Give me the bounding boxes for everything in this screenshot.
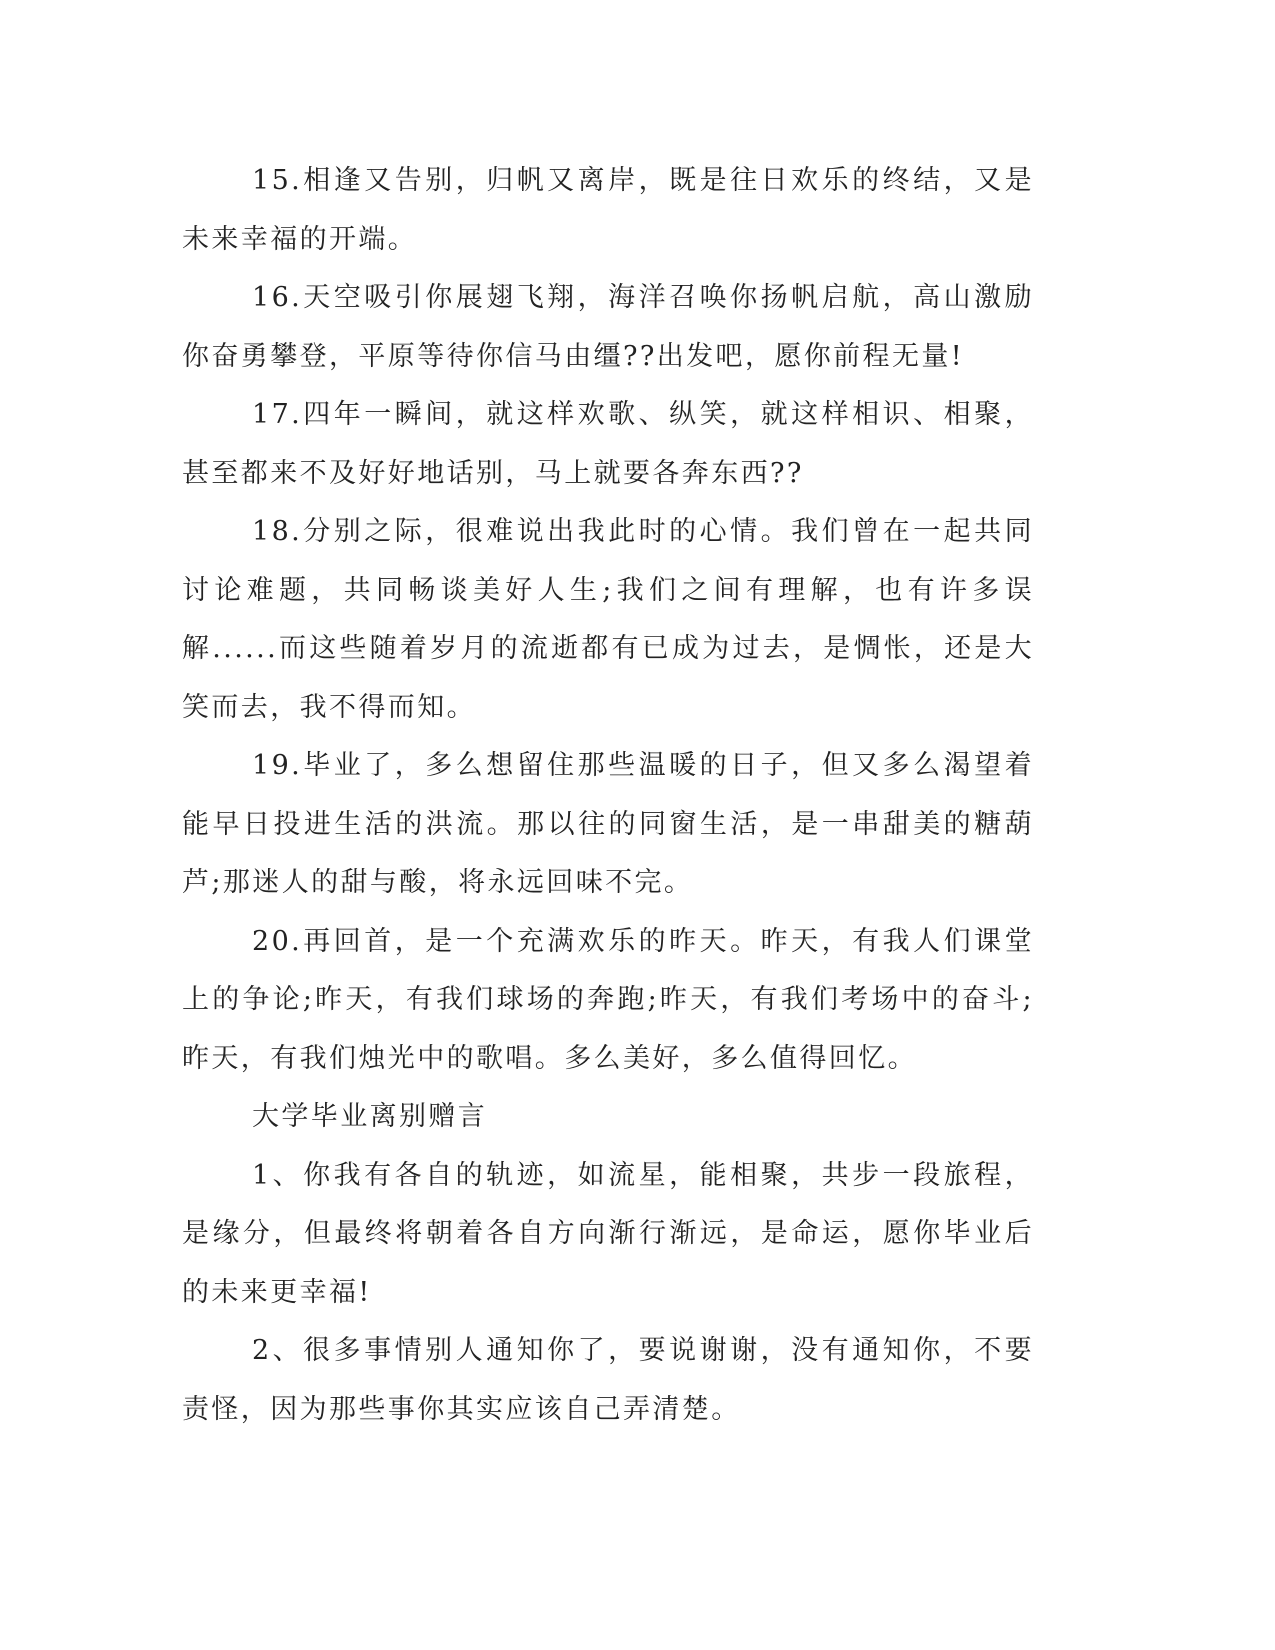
paragraph-15: 15.相逢又告别，归帆又离岸，既是往日欢乐的终结，又是未来幸福的开端。 — [182, 165, 1034, 255]
document-body — [182, 152, 1034, 1439]
paragraph-19: 19.毕业了，多么想留住那些温暖的日子，但又多么渴望着能早日投进生活的洪流。那以往的同窗生活，是一串甜美的糖葫芦;那迷人的甜与酸，将永远回味不完。 — [182, 750, 1034, 898]
section-paragraph-2: 2、很多事情别人通知你了，要说谢谢，没有通知你，不要责怪，因为那些事你其实应该自己弄清楚。 — [182, 1335, 1034, 1425]
paragraph-16: 16.天空吸引你展翅飞翔，海洋召唤你扬帆启航，高山激励你奋勇攀登，平原等待你信马由缰??出发吧，愿你前程无量! — [182, 282, 1034, 372]
paragraph-17: 17.四年一瞬间，就这样欢歌、纵笑，就这样相识、相聚，甚至都来不及好好地话别，马上就要各奔东西?? — [182, 399, 1034, 489]
section-paragraph-1: 1、你我有各自的轨迹，如流星，能相聚，共步一段旅程，是缘分，但最终将朝着各自方向渐行渐远，是命运，愿你毕业后的未来更幸福! — [182, 1159, 1034, 1308]
paragraph-20: 20.再回首，是一个充满欢乐的昨天。昨天，有我人们课堂上的争论;昨天，有我们球场的奔跑;昨天，有我们考场中的奋斗;昨天，有我们烛光中的歌唱。多么美好，多么值得回忆。 — [182, 925, 1034, 1074]
section-heading: 大学毕业离别赠言 — [252, 1101, 488, 1132]
paragraph-18: 18.分别之际，很难说出我此时的心情。我们曾在一起共同讨论难题，共同畅谈美好人生;我们之间有理解，也有许多误解......而这些随着岁月的流逝都有已成为过去，是惆怅，还是大笑而去，我不得而知。 — [182, 516, 1034, 723]
